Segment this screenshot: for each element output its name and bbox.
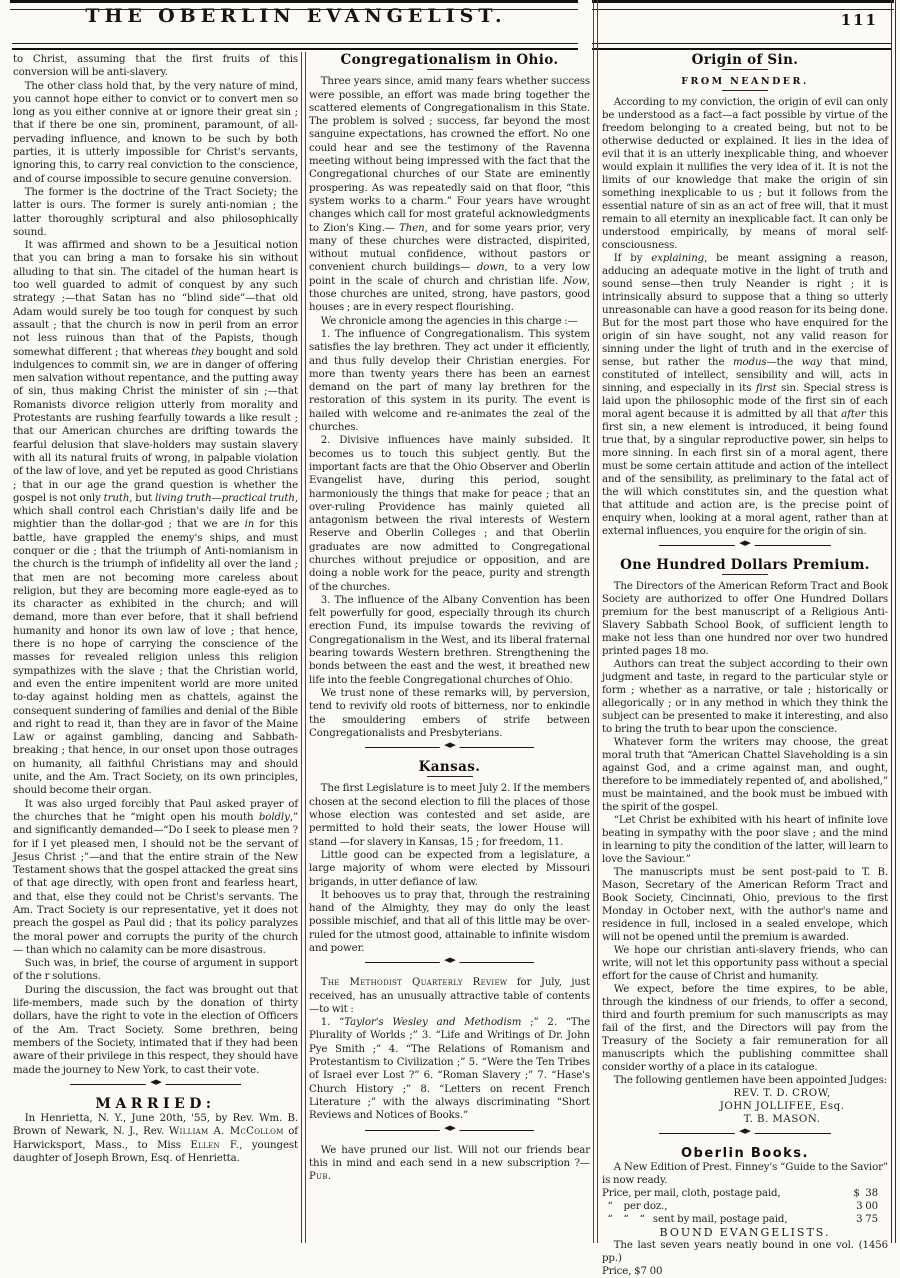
paragraph: A New Edition of Prest. Finney's “Guide to the Savior” is now ready. — [602, 1162, 888, 1186]
paragraph: During the discussion, the fact was brought out that life-members, made such by the donation of thirty dollars, have the right to vote in the election of Officers of the Am. Tract Society. Some brethren, being members of the Society, intimated that if they had been aware of their privilege in this respect, they should have made the journey to New York, to cast their vote. — [13, 984, 298, 1076]
signature-line: T. B. MASON. — [743, 1114, 821, 1125]
section-divider-ornament — [659, 545, 831, 553]
paragraph: It was affirmed and shown to be a Jesuitical notion that you can bring a man to forsake his sin without alluding to that sin. The citadel of the human heart is too well guarded to admit of conquest by any such strategy ;—that Satan has no “blind side”—that old Adam would surely be too tough for conquest by such assault ; that the church is now in peril from an error not less ruinous than that of the Papists, though somewhat different ; that whereas they bought and sold indulgences to commit sin, we are in danger of offering men salvation without repentance, and the putting away of sin, thus making Christ the minister of sin ;—that Romanists divorce religion utterly from morality and Protestants are rushing fearfully towards a like result ; that our American churches are drifting towards the fearful delusion that slave-holders may sustain slavery with all its natural fruits of wrong, in palpable violation of the law of love, and yet be reputed as good Christians ; that in our age the grand question is whether the gospel is not only truth, but living truth—practical truth, which shall control each Christian's daily life and be mightier than the dollar-god ; that we are in for this battle, have grappled the enemy's ships, and must conquer or die ; that the triumph of Anti-nomianism in the church is the triumph of infidelity all over the land ; that men are not becoming more careless about religion, but they are becoming more eagle-eyed as to its character as exhibited in the church; and will demand, more than ever before, that it shall befriend humanity and honor its own law of love ; that hence, there is no hope of carrying the conscience of the masses for revealed religion unless this religion sympathizes with the slave ; that the Christian world, and even the entire impenitent world are more united to-day against holding men as chattels, against the consequent sundering of families and denial of the Bible and right to read it, than they are in favor of the Maine Law or against gambling, dancing and Sabbath-breaking ; that hence, in our onset upon those outrages on humanity, all faithful Christians may and should unite, and the Am. Tract Society, on its own principles, should become their organ. — [13, 240, 298, 797]
paragraph: The former is the doctrine of the Tract Society; the latter is ours. The former is surely anti-nomian ; the latter thoroughly scriptural and also philosophically sound. — [13, 186, 298, 238]
paragraph: The Directors of the American Reform Tract and Book Society are authorized to offer One Hundred Dollars premium for the best manuscript of a Religious Anti-Slavery Sabbath School Book, of sufficient length to make not less than one hundred nor over two hundred printed pages 18 mo. — [602, 581, 888, 657]
section-divider-ornament — [70, 1084, 241, 1092]
signature-line: JOHN JOLLIFEE, Esq. — [719, 1101, 845, 1112]
paragraph: We expect, before the time expires, to be able, through the kindness of our friends, to offer a second, third and fourth premium for such manuscripts as may fail of the first, and the Directors will pay from the Treasury of the Society a fair remuneration for all manuscripts which the publishing committee shall consider worthy of a place in its catalogue. — [602, 984, 888, 1073]
paragraph: The manuscripts must be sent post-paid to T. B. Mason, Secretary of the American Reform Tract and Book Society, Cincinnati, Ohio, previous to the first Monday in October next, with the author's name and residence in full, inclosed in a sealed envelope, which will not be opened until the premium is awarded. — [602, 867, 888, 943]
paragraph: The first Legislature is to meet July 2. If the members chosen at the second election to fill the places of those whose election was contested and set aside, are permitted to hold their seats, the lower House will stand —for slavery in Kansas, 15 ; for freedom, 11. — [309, 783, 590, 848]
paragraph: Such was, in brief, the course of argument in support of the r solutions. — [13, 958, 298, 983]
section-divider-ornament — [365, 1130, 534, 1138]
article-heading: One Hundred Dollars Premium. — [620, 557, 870, 573]
price-amount: 3 75 — [856, 1214, 878, 1225]
header-rule-left — [12, 43, 578, 50]
paragraph: 1. The influence of Congregationalism. This system satisfies the lay brethren. They act under it efficiently, and thus fully develop their Christian energies. For more than twenty years there has been an earnest demand on the part of many lay brethren for the restoration of this system in its purity. The event is hailed with welcome and re-animates the zeal of the churches. — [309, 328, 590, 434]
article-heading: FROM NEANDER. — [681, 76, 809, 87]
heading-rule — [722, 90, 768, 91]
section-divider-ornament — [659, 1133, 831, 1141]
paragraph: 3. The influence of the Albany Convention has been felt powerfully for good, especially through its church erection Fund, its impulse towards the reviving of Congregationalism in the West, and its liberal fraternal bearing towards Western brethren. Strengthening the bonds between the east and the west, it breathed new life into the feeble Congregational churches of Ohio. — [309, 594, 590, 686]
heading-rule — [427, 69, 473, 70]
masthead — [0, 6, 900, 42]
paragraph: According to my conviction, the origin of evil can only be understood as a fact—a fact possible by virtue of the freedom belonging to a created being, but not to be otherwise deducted or explained. It lies in the idea of evil that it is an utterly inexplicable thing, and whoever would explain it nullifies the very idea of it. It is not the limits of our knowledge that make the origin of sin something inexplicable to us ; but it follows from the essential nature of sin as an act of free will, that it must remain to all eternity an inexplicable fact. It can only be understood empirically, by means of moral self-consciousness. — [602, 97, 888, 251]
price-amount: 3 00 — [856, 1201, 878, 1212]
header-rule-right — [592, 43, 892, 50]
section-divider-ornament — [365, 747, 534, 755]
paragraph: 1. “Taylor's Wesley and Methodism ;” 2. “The Plurality of Worlds ;” 3. “Life and Writings of Dr. John Pye Smith ;” 4. “The Relations of Romanism and Protestantism to Civilization ;” 5. “Were the Ten Tribes of Israel ever Lost ?” 6. “Roman Slavery ;” 7. “Hase's Church History ;” 8. “Letters on recent French Literature ;” with the always discriminating “Short Reviews and Notices of Books.” — [309, 1017, 591, 1122]
heading-rule — [722, 574, 768, 575]
article-heading: Oberlin Books. — [681, 1146, 809, 1161]
article-heading: Congregationalism in Ohio. — [340, 52, 559, 68]
paragraph: If by explaining, be meant assigning a reason, adducing an adequate motive in the light of truth and sound sense—then truly Neander is right ; it is intrinsically absurd to suppose that a thing so utterly unreasonable can have a good reason for its being done. But for the most part those who have enquired for the origin of sin have sought, not any valid reason for sinning under the light of truth and in the exercise of sense, but rather the modus—the way that mind, constituted of intellect, sensibility and will, acts in sinning, and especially in its first sin. Special stress is laid upon the philosophic mode of the first sin of each moral agent because it is admitted by all that after this first sin, a new element is introduced, it being found true that, by a singular reproductive power, sin helps to more sinning. In each first sin of a moral agent, there must be some certain attitude and action of the intellect and of the sensibility, as preliminary to the fatal act of the will which constitutes sin, and the question what that attitude and action are, is the precise point of enquiry when, looking at a moral agent, rather than at external influences, you enquire for the origin of sin. — [602, 253, 889, 537]
heading-rule — [427, 776, 473, 777]
paragraph: Little good can be expected from a legislature, a large majority of whom were elected by Missouri brigands, in utter defiance of law. — [309, 849, 590, 888]
paragraph: 2. Divisive influences have mainly subsided. It becomes us to touch this subject gently. But the important facts are that the Ohio Observer and Oberlin Evangelist have, during this period, sought harmoniously the things that make for peace ; that an over-ruling Providence has mainly quieted all antagonism between the rival interests of Western Reserve and Oberlin Colleges ; and that Oberlin graduates are now admitted to Congregational churches without prejudice or opposition, and are doing a noble work for the peace, purity and strength of the churches. — [309, 435, 590, 593]
article-heading: MARRIED: — [95, 1095, 216, 1112]
price-list — [602, 1187, 888, 1226]
paragraph: to Christ, assuming that the first fruits of this conversion will be anti-slavery. — [13, 54, 298, 79]
page-number: 111 — [840, 11, 878, 29]
price-row — [602, 1200, 888, 1213]
paragraph: We hope our christian anti-slavery friends, who can write, will not let this opportunity pass without a special effort for the cause of Christ and humanity. — [602, 945, 888, 982]
paragraph: “Let Christ be exhibited with his heart of infinite love beating in sympathy with the poor slave ; and the mind in learning to pity the condition of the latter, will learn to love the Saviour.” — [602, 815, 888, 865]
article-heading: Kansas. — [418, 759, 481, 776]
paragraph: We trust none of these remarks will, by perversion, tend to revivify old roots of bitterness, nor to enkindle the smouldering embers of strife between Congregationalists and Presbyterians. — [309, 687, 590, 739]
heading-rule — [722, 69, 768, 70]
signature-lines — [602, 1087, 888, 1126]
signature-line: REV. T. D. CROW, — [733, 1088, 831, 1099]
column-3 — [602, 52, 889, 1277]
section-divider-ornament — [365, 962, 534, 970]
price-item-label: Price, per mail, cloth, postage paid, — [602, 1188, 781, 1199]
paragraph: We chronicle among the agencies in this charge :— — [320, 315, 578, 327]
article-heading: Origin of Sin. — [691, 52, 799, 68]
paragraph: Authors can treat the subject according to their own judgment and taste, in regard to the particular style or form ; whether as a narrative, or tale ; historically or allegorically ; or in any method in which they think the subject can be presented to make it interesting, and also to bring the truth to bear upon the conscience. — [602, 659, 888, 735]
paragraph: The last seven years neatly bound in one vol. (1456 pp.) Price, $7 00 — [602, 1240, 888, 1277]
centered-caption: BOUND EVANGELISTS. — [659, 1226, 831, 1239]
column-1 — [13, 53, 298, 1239]
price-item-label: “ per doz., — [602, 1201, 668, 1212]
paragraph: Whatever form the writers may choose, the great moral truth that “American Chattel Slaveholding is a sin against God, and a crime against man, and ought, therefore to be immediately repented of, and abolished,” must be maintained, and the book must be imbued with the spirit of the gospel. — [602, 737, 888, 813]
price-item-label: “ “ “ sent by mail, postage paid, — [602, 1214, 788, 1225]
paragraph: We have pruned our list. Will not our friends bear this in mind and each send in a new subscription ?—Pub. — [309, 1144, 590, 1183]
paragraph: The other class hold that, by the very nature of mind, you cannot hope either to convict or to convert men so long as you either connive at or ignore their great sin ; that if there be one sin, prominent, paramount, of all-pervading influence, and known to be such by both parties, it is utterly impossible for Christ's servants, ignoring this, to carry real conviction to the conscience, and of course impossible to secure genuine conversion. — [13, 80, 298, 185]
paragraph: Three years since, amid many fears whether success were possible, an effort was made bring together the scattered elements of Congregationalism in this State. The problem is solved ; success, far beyond the most sanguine expectations, has crowned the effort. No one could hear and see the testimony of the Ravenna meeting without being impressed with the fact that the Congregational churches of our State are eminently prospering. As was repeatedly said on that floor, “this system works to a charm.” Four years have wrought changes which call for most grateful acknowledgments to Zion's King.— Then, and for some years prior, very many of these churches were distracted, dispirited, without mutual confidence, without pastors or convenient church buildings— down, to a very low point in the scale of church and christian life. Now, those churches are united, strong, have pastors, good houses ; are in every respect flourishing. — [309, 76, 590, 314]
column-divider-1 — [301, 52, 306, 1243]
paragraph: It behooves us to pray that, through the restraining hand of the Almighty, they may do only the least possible mischief, and that all of this little may be over-ruled for the utmost good, attainable to infinite wisdom and power. — [309, 889, 590, 954]
paragraph: The Methodist Quarterly Review for July, just received, has an unusually attractive table of contents—to wit : — [309, 977, 590, 1015]
paragraph: In Henrietta, N. Y., June 20th, '55, by Rev. Wm. B. Brown of Newark, N. J., Rev. William A. McCollom of Harwicksport, Mass., to Miss Ellen F., youngest daughter of Joseph Brown, Esq. of Henrietta. — [13, 1113, 298, 1165]
column-2 — [309, 53, 590, 1239]
page-right-edge-rule — [891, 0, 896, 1243]
price-row — [602, 1187, 888, 1200]
paragraph: The following gentlemen have been appointed Judges: — [613, 1075, 888, 1086]
price-amount: $ 38 — [853, 1188, 878, 1199]
price-row — [602, 1213, 888, 1226]
column-divider-2 — [593, 0, 598, 1243]
page-title: THE OBERLIN EVANGELIST. — [85, 5, 507, 27]
paragraph: It was also urged forcibly that Paul asked prayer of the churches that he “might open his mouth boldly,” and significantly demanded—“Do I seek to please men ? for if I yet pleased men, I should not be the servant of Jesus Christ ;”—and that the entire strain of the New Testament shows that the gospel attacked the great sins of that age directly, with open front and fearless heart, and that, else they could not be Christ's servants. The Am. Tract Society is our representative, yet it does not preach the gospel as Paul did ; that its policy paralyzes the moral power and corrupts the purity of the church — than which no calamity can be more disastrous. — [13, 798, 298, 956]
